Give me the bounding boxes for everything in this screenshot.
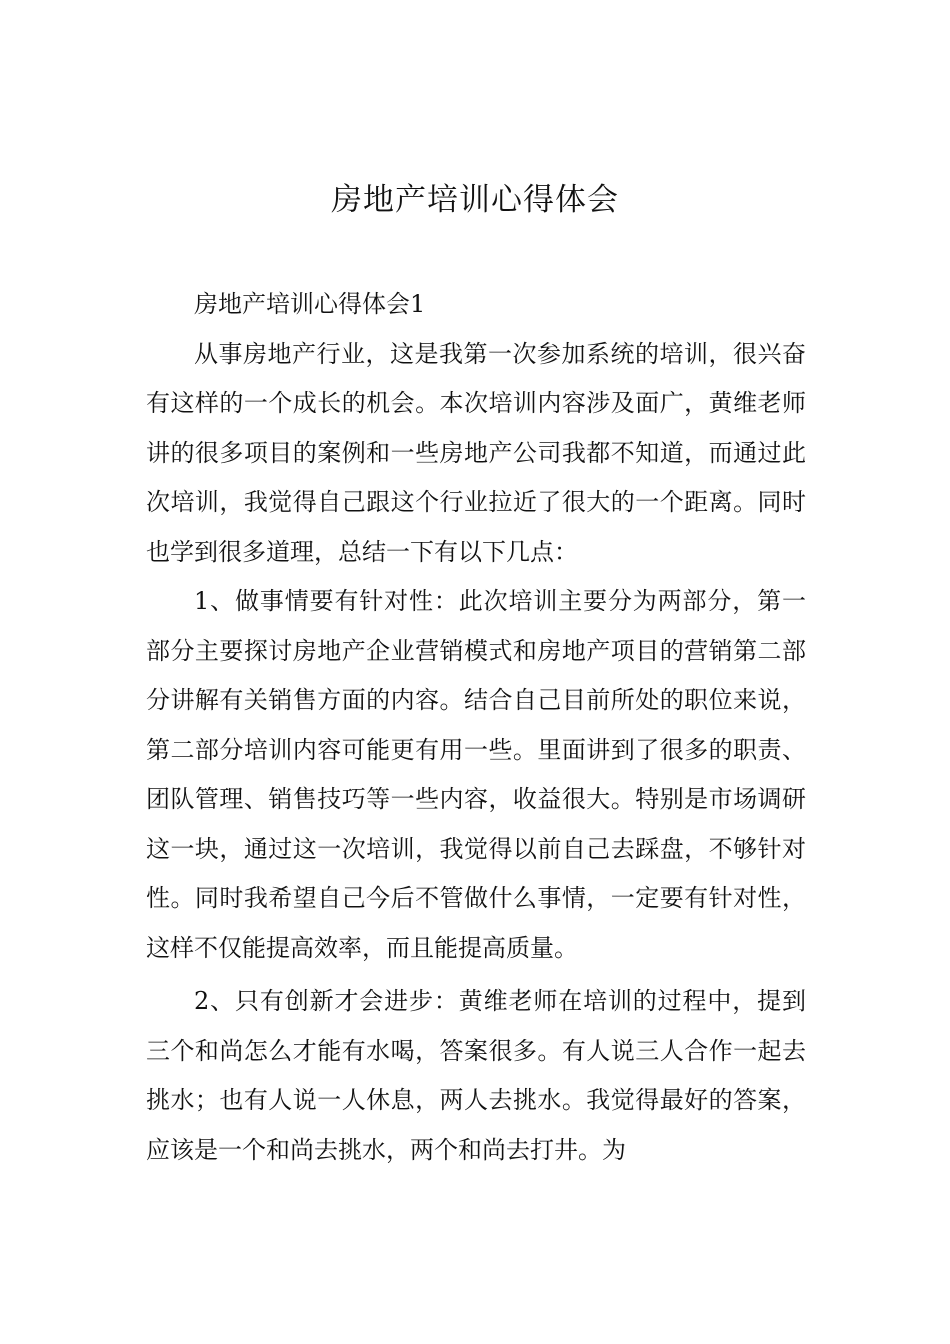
document-title: 房地产培训心得体会 xyxy=(331,182,619,218)
paragraph-intro: 从事房地产行业，这是我第一次参加系统的培训，很兴奋有这样的一个成长的机会。本次培训内容涉及面广，黄维老师讲的很多项目的案例和一些房地产公司我都不知道，而通过此次培训，我觉得自己跟这个行业拉近了很大的一个距离。同时也学到很多道理，总结一下有以下几点： xyxy=(146,339,806,566)
section-heading: 房地产培训心得体会1 xyxy=(194,290,426,318)
document-body xyxy=(146,280,806,1175)
paragraph-point-2: 2、只有创新才会进步：黄维老师在培训的过程中，提到三个和尚怎么才能有水喝，答案很多。有人说三人合作一起去挑水；也有人说一人休息，两人去挑水。我觉得最好的答案，应该是一个和尚去挑水，两个和尚去打井。为 xyxy=(146,987,806,1164)
paragraph-point-1: 1、做事情要有针对性：此次培训主要分为两部分，第一部分主要探讨房地产企业营销模式和房地产项目的营销第二部分讲解有关销售方面的内容。结合自己目前所处的职位来说，第二部分培训内容可能更有用一些。里面讲到了很多的职责、团队管理、销售技巧等一些内容，收益很大。特别是市场调研这一块，通过这一次培训，我觉得以前自己去踩盘，不够针对性。同时我希望自己今后不管做什么事情，一定要有针对性，这样不仅能提高效率，而且能提高质量。 xyxy=(146,587,806,962)
